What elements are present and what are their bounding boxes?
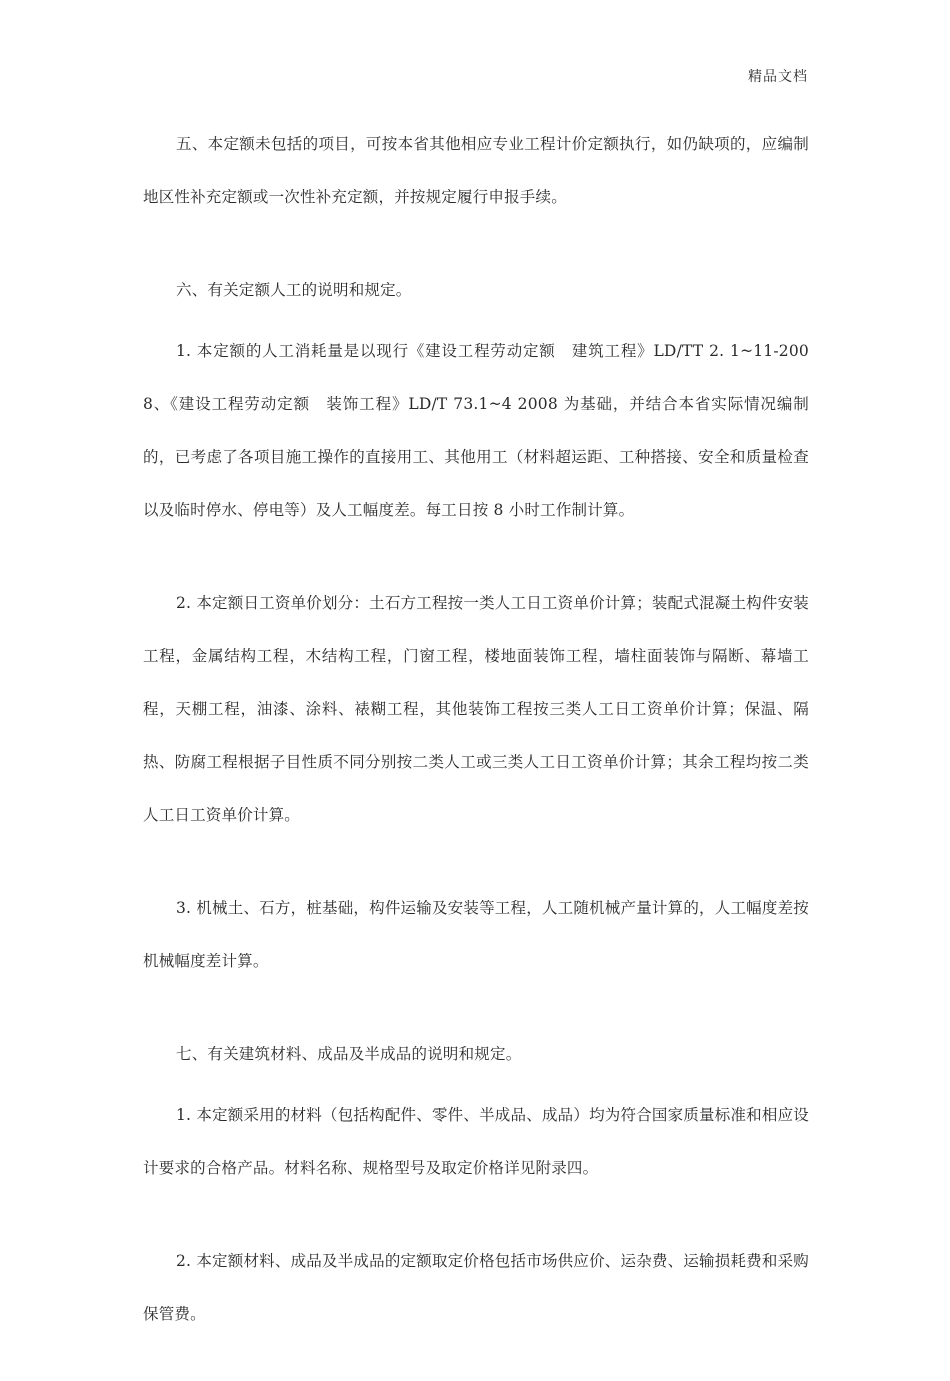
paragraph-material-item-1: 1. 本定额采用的材料（包括构配件、零件、半成品、成品）均为符合国家质量标准和相应设计要求的合格产品。材料名称、规格型号及取定价格详见附录四。 [143,1106,809,1177]
paragraph-labor-item-1: 1. 本定额的人工消耗量是以现行《建设工程劳动定额 建筑工程》LD/TT 2. 1~11-2008、《建设工程劳动定额 装饰工程》LD/T 73.1~4 2008 为基础，并结合本省实际情况编制的，已考虑了各项目施工操作的直接用工、其他用工（材料超运距、工种搭接、安全和质量检查以及临时停水、停电等）及人工幅度差。每工日按 8 小时工作制计算。 [143,342,809,519]
page-header-tag: 精品文档 [748,69,808,85]
paragraph-labor-item-2: 2. 本定额日工资单价划分：土石方工程按一类人工日工资单价计算；装配式混凝土构件安装工程，金属结构工程，木结构工程，门窗工程，楼地面装饰工程，墙柱面装饰与隔断、幕墙工程，天棚工程，油漆、涂料、裱糊工程，其他装饰工程按三类人工日工资单价计算；保温、隔热、防腐工程根据子目性质不同分别按二类人工或三类人工日工资单价计算；其余工程均按二类人工日工资单价计算。 [143,594,809,824]
paragraph-section-seven-heading: 七、有关建筑材料、成品及半成品的说明和规定。 [176,1045,522,1063]
paragraph-section-six-heading: 六、有关定额人工的说明和规定。 [176,281,412,299]
document-body [143,118,809,1381]
paragraph-section-five: 五、本定额未包括的项目，可按本省其他相应专业工程计价定额执行，如仍缺项的，应编制地区性补充定额或一次性补充定额，并按规定履行申报手续。 [143,135,809,206]
paragraph-material-item-2: 2. 本定额材料、成品及半成品的定额取定价格包括市场供应价、运杂费、运输损耗费和采购保管费。 [143,1252,809,1323]
paragraph-labor-item-3: 3. 机械土、石方，桩基础，构件运输及安装等工程，人工随机械产量计算的，人工幅度差按机械幅度差计算。 [143,899,809,970]
